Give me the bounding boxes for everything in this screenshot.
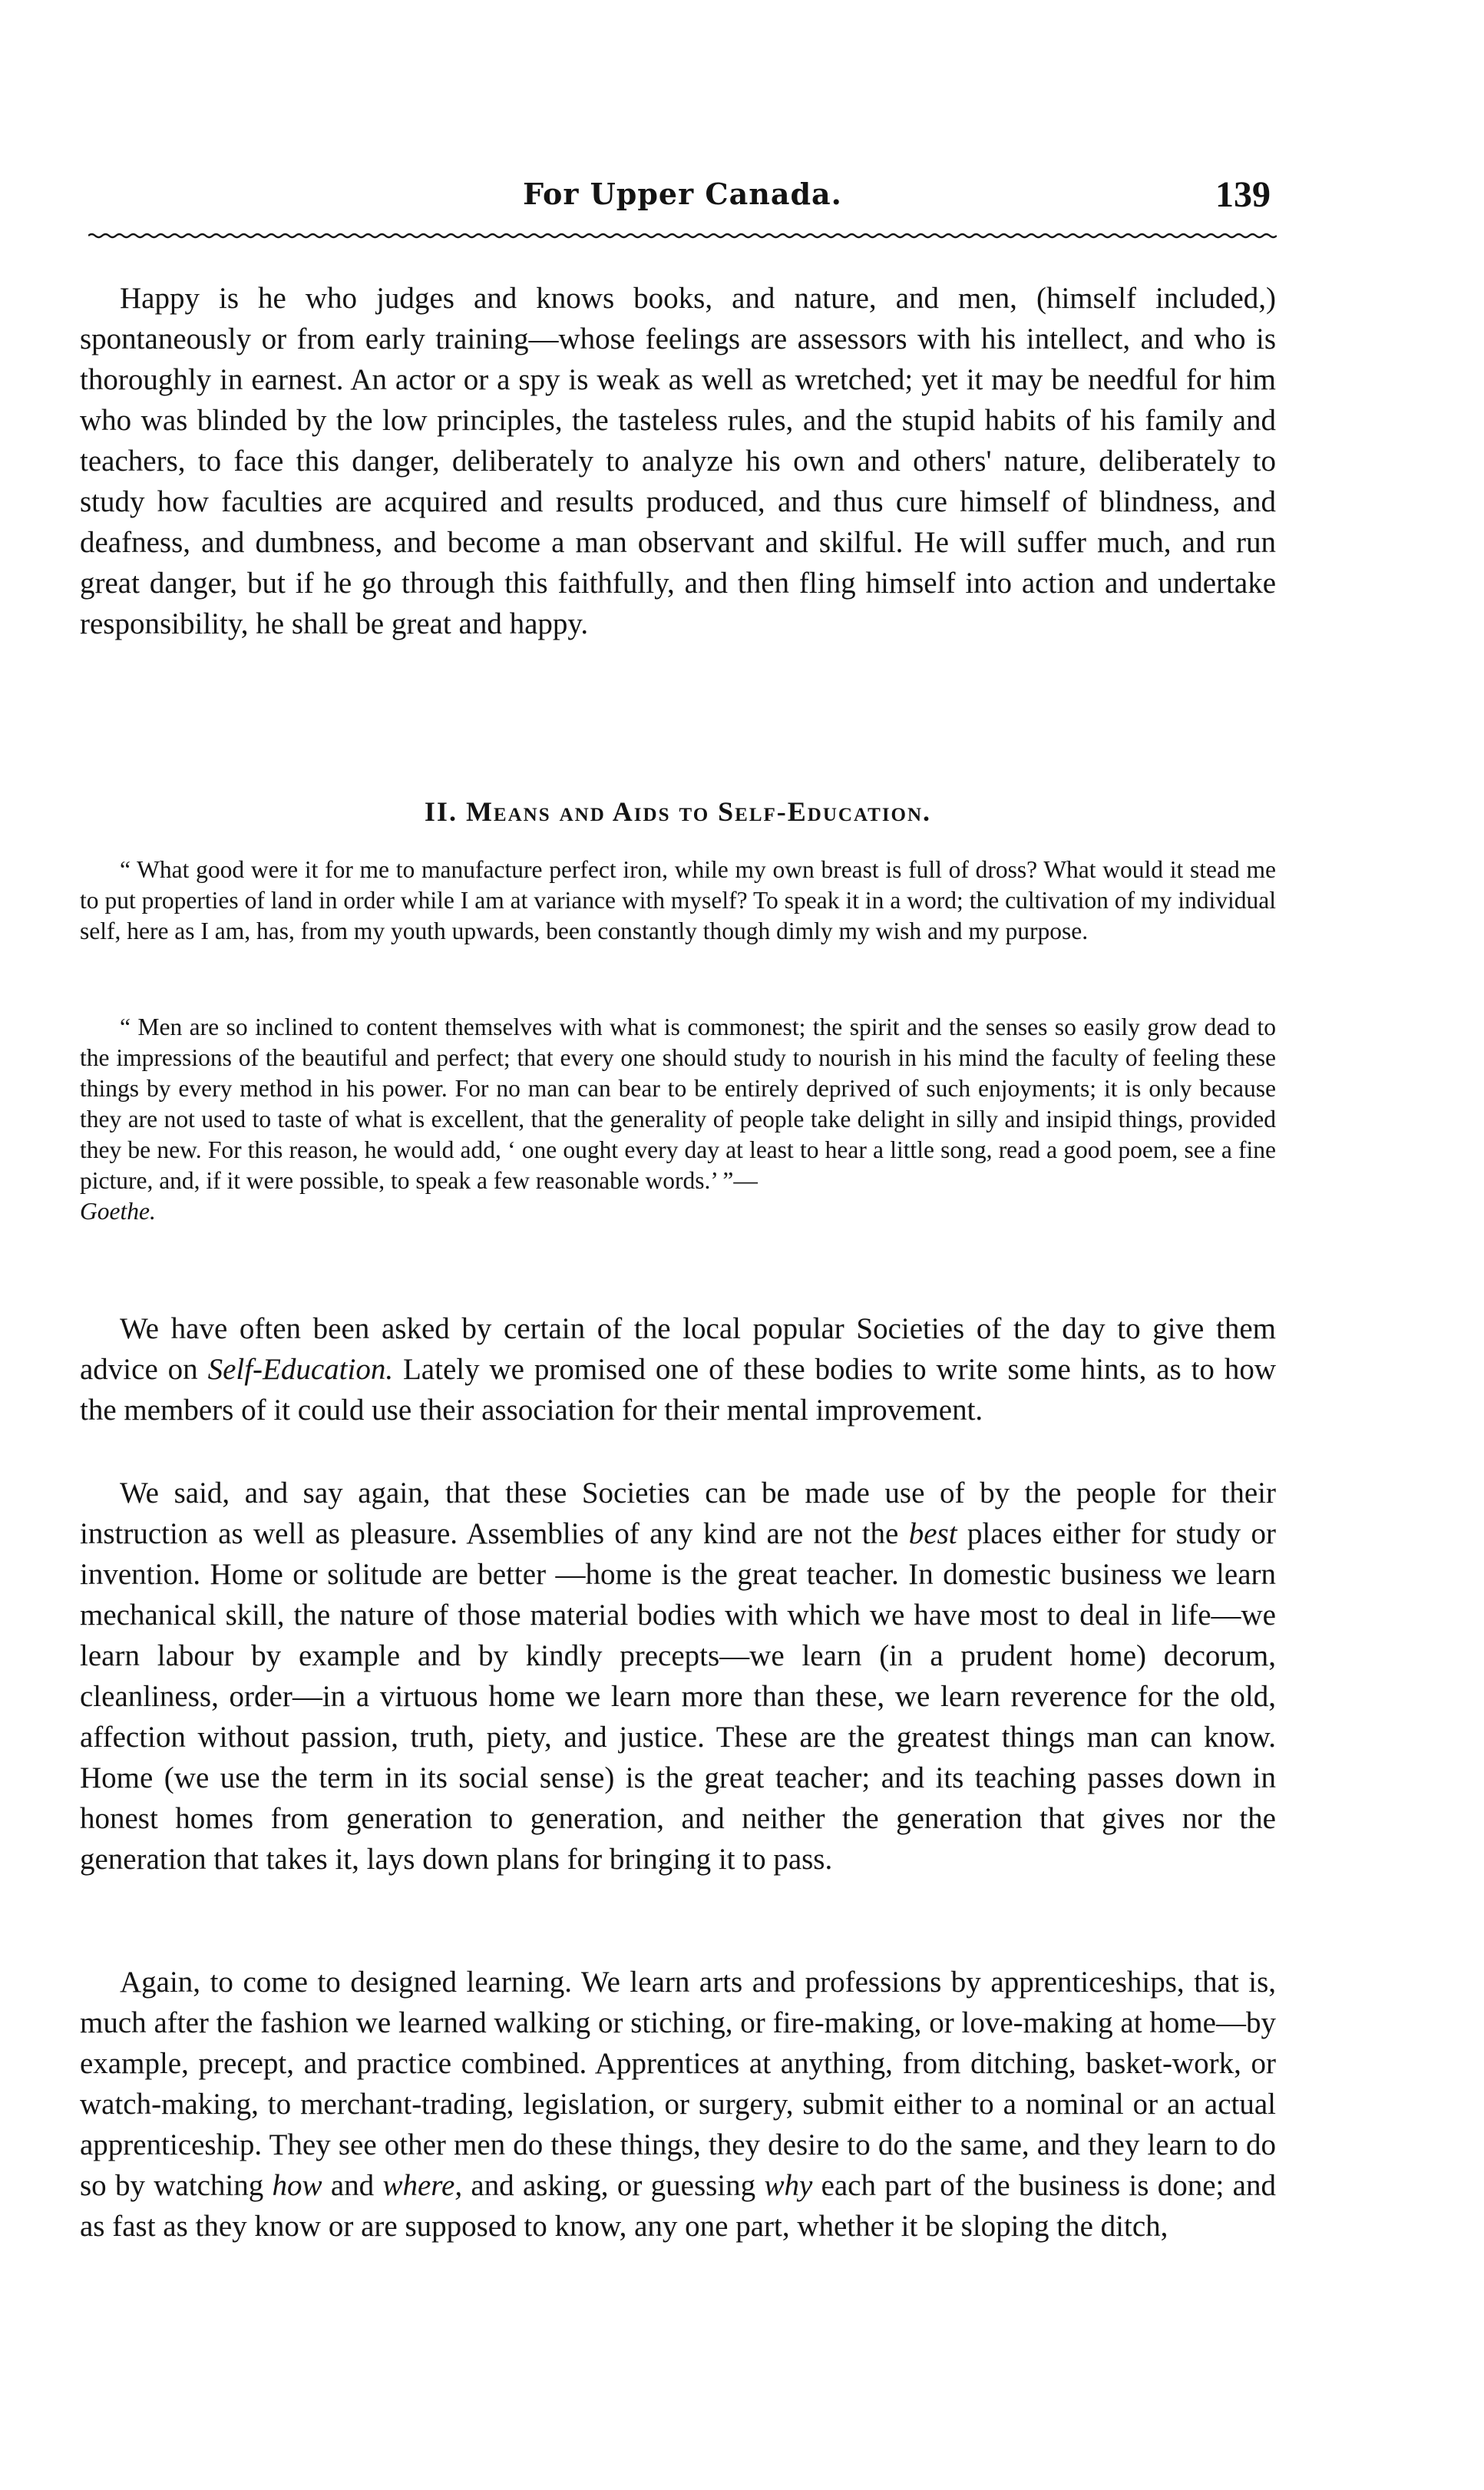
quote-iron: “ What good were it for me to manufacture perfect iron, while my own breast is full of dross? What would it stead me to put properties of land in order while I am at variance with myself? To speak it in a word; the cultivation of my individual self, here as I am, has, from my youth upwards, been constantly though dimly my wish and my purpose. <box>80 856 1276 944</box>
paragraph-apprentice-part-1: Again, to come to designed learning. We learn arts and professions by apprenticeships, that is, much after the fashion we learned walking or stiching, or fire-making, or love-making at home—by example, precept, and practice combined. Apprentices at anything, from ditching, basket-work, or watch-making, to merchant-trading, legislation, or surgery, submit either to a nominal or an actual apprenticeship. They see other men do these things, they desire to do the same, and they learn to do so by watching <box>80 1966 1276 2202</box>
wavy-rule-divider <box>88 230 1277 241</box>
quote-goethe-text: “ Men are so inclined to content themselves with what is commonest; the spirit and the senses so easily grow dead to the impressions of the beautiful and perfect; that every one should study to nourish in his mind the faculty of feeling these things by every method in his power. For no man can bear to be entirely deprived of such enjoyments; it is only because they are not used to taste of what is excellent, that the generality of people take delight in silly and insipid things, provided they be new. For this reason, he would add, ‘ one ought every day at least to hear a little song, read a good poem, see a fine picture, and, if it were possible, to speak a few reasonable words.’ ”— <box>80 1014 1276 1194</box>
paragraph-advice-part-1: We have often been asked by certain of the local popular Societies of the day to give them advice on <box>80 1312 1276 1386</box>
emphasis-how: how <box>272 2169 322 2202</box>
paragraph-apprenticeship <box>80 1962 1276 2247</box>
running-title: For Upper Canada. <box>523 177 842 211</box>
paragraph-home-part-2: places either for study or invention. Home or solitude are better —home is the great teacher. In domestic business we learn mechanical skill, the nature of those material bodies with which we have most to deal in life—we learn labour by example and by kindly precepts—we learn (in a prudent home) decorum, cleanliness, order—in a virtuous home we learn more than these, we learn reverence for the old, affection without passion, truth, piety, and justice. These are the greatest things man can know. Home (we use the term in its social sense) is the great teacher; and its teaching passes down in honest homes from generation to generation, and neither the generation that gives nor the generation that takes it, lays down plans for bringing it to pass. <box>80 1517 1276 1876</box>
page-number: 139 <box>1215 174 1271 215</box>
emphasis-best: best <box>908 1517 957 1550</box>
paragraph-home-part-1: We said, and say again, that these Societies can be made use of by the people for their instruction as well as pleasure. Assemblies of any kind are not the <box>80 1476 1276 1550</box>
paragraph-home-teacher <box>80 1473 1276 1880</box>
paragraph-apprentice-part-3: and asking, or guessing <box>462 2169 765 2202</box>
section-title: Means and Aids to Self-Education. <box>465 796 932 827</box>
section-heading <box>80 795 1276 828</box>
quote-attribution: Goethe. <box>80 1198 156 1225</box>
emphasis-where: where, <box>382 2169 463 2202</box>
paragraph-advice-part-2: Lately we promised one of these bodies to write some hints, as to how the members of it could use their association for their mental improvement. <box>80 1353 1276 1427</box>
emphasis-why: why <box>764 2169 813 2202</box>
paragraph-apprentice-part-4: each part of the business is done; and as fast as they know or are supposed to know, any one part, whether it be sloping the ditch, <box>80 2169 1276 2243</box>
paragraph-advice <box>80 1308 1276 1430</box>
running-head <box>88 170 1277 224</box>
paragraph-apprentice-part-2: and <box>322 2169 383 2202</box>
quote-goethe <box>80 1012 1276 1227</box>
paragraph-happy: Happy is he who judges and knows books, and nature, and men, (himself included,) spontaneously or from early training—whose feelings are assessors with his intellect, and who is thoroughly in earnest. An actor or a spy is weak as well as wretched; yet it may be needful for him who was blinded by the low principles, the tasteless rules, and the stupid habits of his family and teachers, to face this danger, deliberately to analyze his own and others' nature, deliberately to study how faculties are acquired and results produced, and thus cure himself of blindness, and deafness, and dumbness, and become a man observant and skilful. He will suffer much, and run great danger, but if he go through this faithfully, and then fling himself into action and undertake responsibility, he shall be great and happy. <box>80 282 1276 640</box>
section-numeral: II. <box>424 796 458 827</box>
emphasis-self-education: Self-Education. <box>207 1353 394 1386</box>
